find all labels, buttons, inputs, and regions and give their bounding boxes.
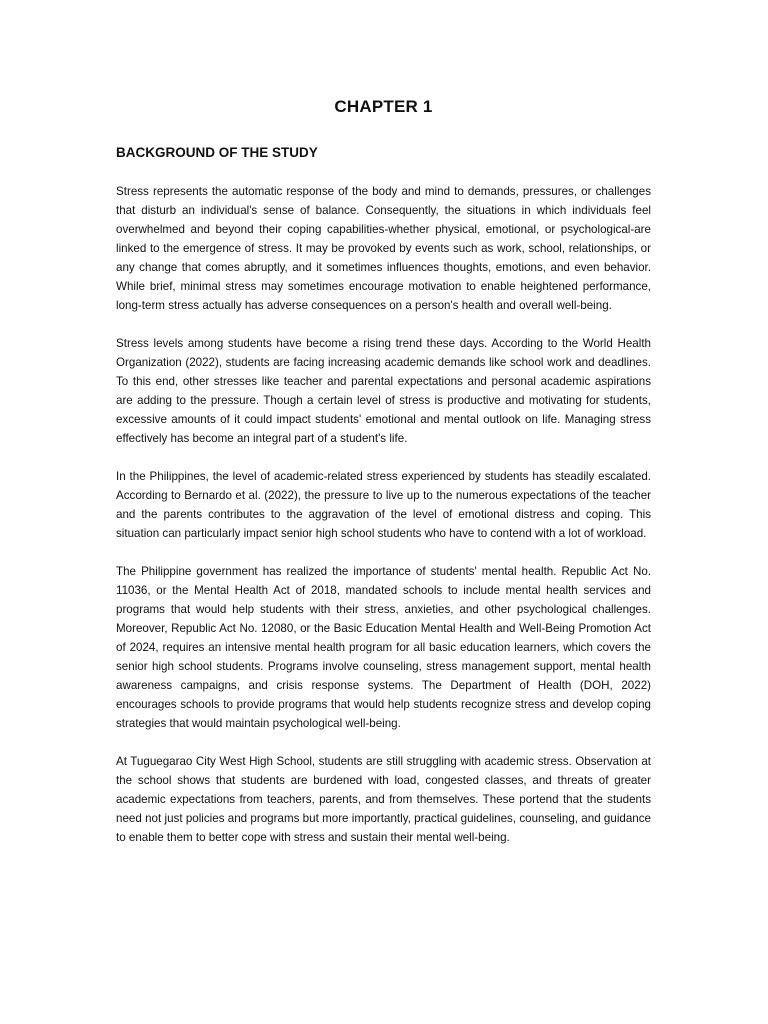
chapter-title: CHAPTER 1 [334,97,433,116]
paragraph-stress-definition: Stress represents the automatic response of the body and mind to demands, pressures, or challenges that disturb an individual's sense of balance. Consequently, the situations in which individuals feel overwhelmed and beyond their coping capabilities-whether physical, emotional, or psychological-are linked to the emergence of stress. It may be provoked by events such as work, school, relationships, or any change that comes abruptly, and it sometimes influences thoughts, emotions, and even behavior. While brief, minimal stress may sometimes encourage motivation to enable heightened performance, long-term stress actually has adverse consequences on a person's health and overall well-being. [116,185,651,312]
paragraph-philippines-stress: In the Philippines, the level of academic-related stress experienced by students has steadily escalated. According to Bernardo et al. (2022), the pressure to live up to the numerous expectations of the teacher and the parents contributes to the aggravation of the level of emotional distress and coping. This situation can particularly impact senior high school students who have to contend with a lot of workload. [116,470,651,540]
paragraph-local-school: At Tuguegarao City West High School, students are still struggling with academic stress. Observation at the school shows that students are burdened with load, congested classes, and threats of greater academic expectations from teachers, parents, and from themselves. These portend that the students need not just policies and programs but more importantly, practical guidelines, counseling, and guidance to enable them to better cope with stress and sustain their mental well-being. [116,755,651,844]
document-page [116,96,651,866]
section-heading: BACKGROUND OF THE STUDY [116,145,318,160]
paragraph-government-policy: The Philippine government has realized the importance of students' mental health. Republic Act No. 11036, or the Mental Health Act of 2018, mandated schools to include mental health services and programs that would help students with their stress, anxieties, and other psychological challenges. Moreover, Republic Act No. 12080, or the Basic Education Mental Health and Well-Being Promotion Act of 2024, requires an intensive mental health program for all basic education learners, which covers the senior high school students. Programs involve counseling, stress management support, mental health awareness campaigns, and crisis response systems. The Department of Health (DOH, 2022) encourages schools to provide programs that would help students recognize stress and develop coping strategies that would maintain psychological well-being. [116,565,651,730]
paragraph-student-stress-trend: Stress levels among students have become a rising trend these days. According to the World Health Organization (2022), students are facing increasing academic demands like school work and deadlines. To this end, other stresses like teacher and parental expectations and personal academic aspirations are adding to the pressure. Though a certain level of stress is productive and motivating for students, excessive amounts of it could impact students' emotional and mental outlook on life. Managing stress effectively has become an integral part of a student's life. [116,337,651,445]
